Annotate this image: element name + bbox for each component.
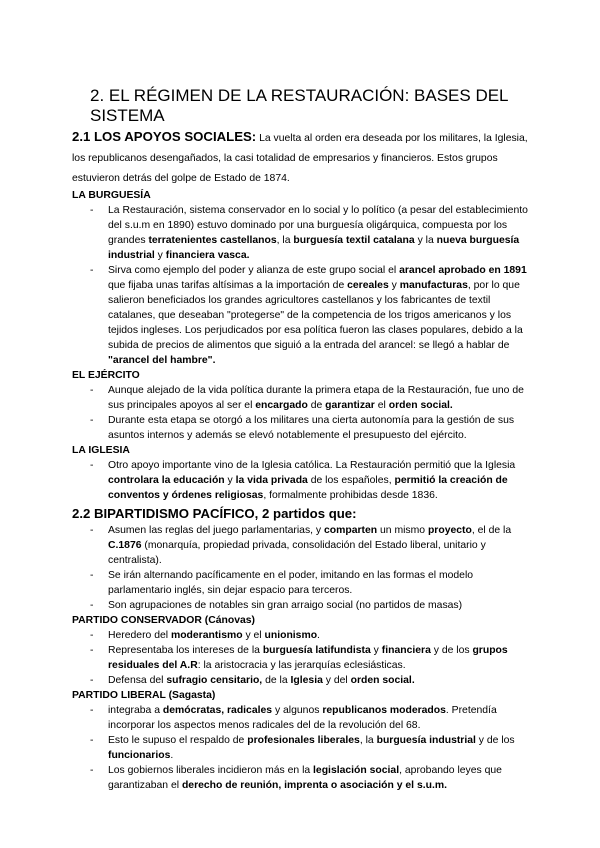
subheading-partido-conservador: PARTIDO CONSERVADOR (Cánovas) bbox=[72, 615, 256, 626]
subheading-ejercito: EL EJÉRCITO bbox=[72, 370, 140, 381]
list-item: - Defensa del sufragio censitario, de la Iglesia y del orden social. bbox=[72, 673, 534, 688]
list-item: - Heredero del moderantismo y el unionismo. bbox=[72, 628, 534, 643]
section-apoyos-sociales bbox=[72, 128, 534, 188]
list-item: - Asumen las reglas del juego parlamentarias, y comparten un mismo proyecto, el de la C.1876 (monarquía, propiedad privada, consolidación del Estado liberal, unitario y centralista). bbox=[72, 523, 534, 568]
bipartidismo-list bbox=[72, 523, 534, 613]
list-item: - Los gobiernos liberales incidieron más en la legislación social, aprobando leyes que garantizaban el derecho de reunión, imprenta o asociación y el s.u.m. bbox=[72, 763, 534, 793]
subheading-burguesia: LA BURGUESÍA bbox=[72, 190, 151, 201]
subheading-partido-liberal: PARTIDO LIBERAL (Sagasta) bbox=[72, 690, 216, 701]
list-item: - Representaba los intereses de la burguesía latifundista y financiera y de los grupos residuales del A.R: la aristocracia y las jerarquías eclesiásticas. bbox=[72, 643, 534, 673]
burguesia-list bbox=[72, 203, 534, 368]
section-intro: La vuelta al orden era deseada por los militares, la Iglesia, los republicanos desengañados, la casi totalidad de empresarios y financieros. Estos grupos estuvieron detrás del golpe de Estado de 1874. bbox=[72, 133, 528, 184]
list-item: - Aunque alejado de la vida política durante la primera etapa de la Restauración, fue uno de sus principales apoyos al ser el encargado de garantizar el orden social. bbox=[72, 383, 534, 413]
list-item: - Sirva como ejemplo del poder y alianza de este grupo social el arancel aprobado en 1891 que fijaba unas tarifas altísimas a la importación de cereales y manufacturas, por lo que salieron beneficiados los grandes agricultores castellanos y los fabricantes de textil catalanes, que deseaban "protegerse" de la competencia de los trigos americanos y los tejidos ingleses. Los perjudicados por esa política fueron las clases populares, debido a la subida de precios de alimentos que siguió a la entrada del arancel: se llegó a hablar de "arancel del hambre". bbox=[72, 263, 534, 368]
section-bipartidismo: 2.2 BIPARTIDISMO PACÍFICO, 2 partidos que: bbox=[72, 506, 357, 521]
list-item: - Durante esta etapa se otorgó a los militares una cierta autonomía para la gestión de sus asuntos internos y además se elevó notablemente el presupuesto del ejército. bbox=[72, 413, 534, 443]
document-page bbox=[72, 86, 534, 793]
list-item: - La Restauración, sistema conservador en lo social y lo político (a pesar del establecimiento del s.u.m en 1890) estuvo dominado por una burguesía oligárquica, compuesta por los grandes terratenientes castellanos, la burguesía textil catalana y la nueva burguesía industrial y financiera vasca. bbox=[72, 203, 534, 263]
page-title: 2. EL RÉGIMEN DE LA RESTAURACIÓN: BASES DEL SISTEMA bbox=[90, 86, 508, 125]
iglesia-list bbox=[72, 458, 534, 503]
list-item: - integraba a demócratas, radicales y algunos republicanos moderados. Pretendía incorporar los aspectos menos radicales del de la revolución del 68. bbox=[72, 703, 534, 733]
list-item: - Esto le supuso el respaldo de profesionales liberales, la burguesía industrial y de los funcionarios. bbox=[72, 733, 534, 763]
list-item: - Se irán alternando pacíficamente en el poder, imitando en las formas el modelo parlamentario inglés, sin dejar espacio para terceros. bbox=[72, 568, 534, 598]
section-heading: 2.1 LOS APOYOS SOCIALES: bbox=[72, 129, 257, 144]
liberal-list bbox=[72, 703, 534, 793]
ejercito-list bbox=[72, 383, 534, 443]
list-item: - Otro apoyo importante vino de la Iglesia católica. La Restauración permitió que la Iglesia controlara la educación y la vida privada de los españoles, permitió la creación de conventos y órdenes religiosas, formalmente prohibidas desde 1836. bbox=[72, 458, 534, 503]
list-item: - Son agrupaciones de notables sin gran arraigo social (no partidos de masas) bbox=[72, 598, 534, 613]
conservador-list bbox=[72, 628, 534, 688]
subheading-iglesia: LA IGLESIA bbox=[72, 445, 130, 456]
